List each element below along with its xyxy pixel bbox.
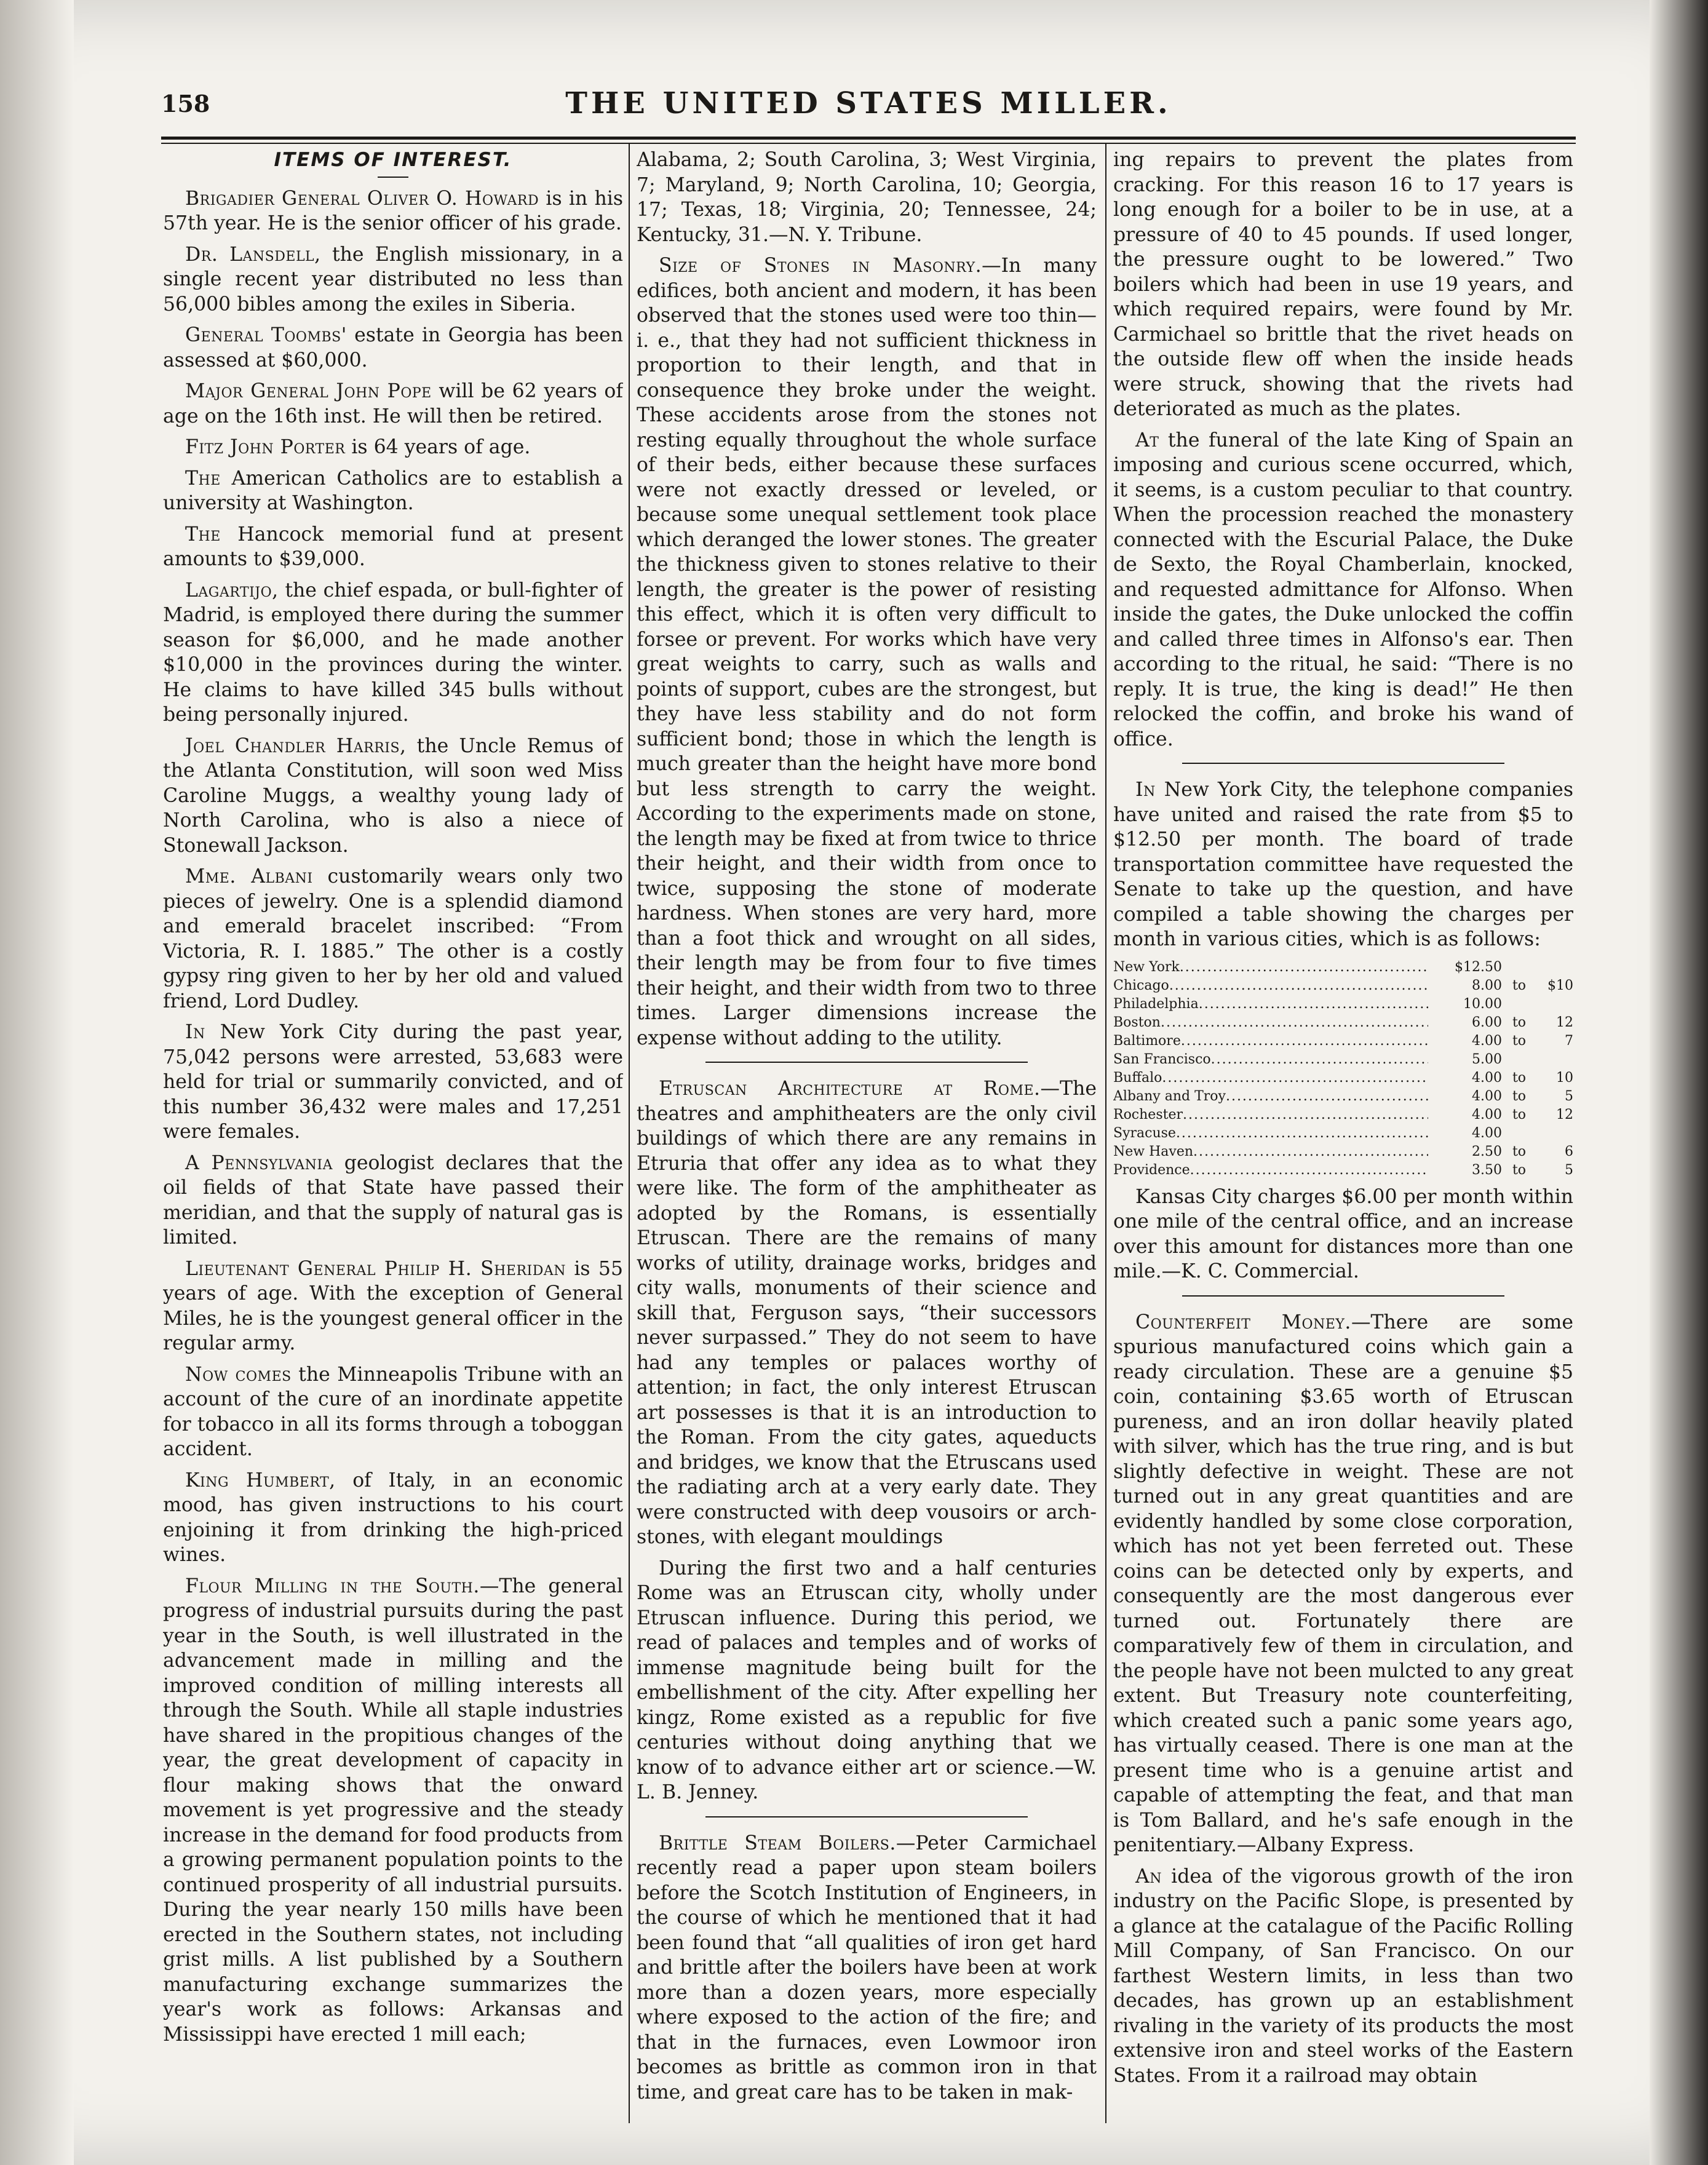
item-text: Hancock memorial fund at present amounts to $39,000. bbox=[163, 523, 623, 570]
item-lead: Mme. Albani bbox=[185, 865, 313, 888]
news-item bbox=[163, 1151, 623, 1250]
item-lead: General Toombs' bbox=[185, 324, 347, 346]
table-row bbox=[1113, 1106, 1573, 1124]
rate-low: 3.50 bbox=[1472, 1162, 1502, 1178]
article-flour-milling bbox=[163, 1574, 623, 2048]
item-lead: The bbox=[185, 467, 221, 490]
city-name: Chicago bbox=[1113, 977, 1169, 993]
item-lead: Etruscan Architecture at Rome. bbox=[659, 1078, 1041, 1100]
article-brittle-steam-boilers bbox=[637, 1831, 1097, 2105]
item-lead: Fitz John Porter bbox=[185, 436, 346, 458]
publication-title: THE UNITED STATES MILLER. bbox=[565, 86, 1172, 121]
item-text: the funeral of the late King of Spain an imposing and curious scene occurred, which, it seems, is a custom peculiar to that country. When the procession reached the monastery connected with the Escurial Palace, the Duke de Sexto, the Royal Chamberlain, knocked, and requested admittance for Alfonso. When inside the gates, the Duke unlocked the coffin and called three times in Alfonso's ear. Then according to the ritual, he said: “There is no reply. It is true, the king is dead!” He then relocked the coffin, and broke his wand of office. bbox=[1113, 429, 1573, 750]
city-name: Providence bbox=[1113, 1162, 1190, 1178]
article-pacific-iron bbox=[1113, 1864, 1573, 2089]
rate-to: to bbox=[1512, 1143, 1527, 1159]
item-text: American Catholics are to establish a university at Washington. bbox=[163, 467, 623, 514]
column-divider bbox=[629, 143, 630, 2123]
rate-high: 10 bbox=[1556, 1070, 1573, 1086]
item-lead: Counterfeit Money. bbox=[1135, 1311, 1351, 1333]
item-text: —In many edifices, both ancient and modern, it has been observed that the stones used were too thin—i. e., that they had not sufficient thickness in proportion to their length, and that in consequence they broke under the weight. These accidents arose from the stones not resting equally throughout the whole surface of their beds, either because these surfaces were not exactly dressed or leveled, or because some unequal settlement took place which deranged the lower stones. The greater the thickness given to stones relative to their length, the greater is the power of resisting this effect, which it is often very difficult to forsee or prevent. For works which have very great weights to carry, such as walls and points of support, cubes are the strongest, but they have less stability and do not form sufficient bond; those in which the length is much greater than the height have more bond but less strength to carry the weight. According to the experiments made on stone, the length may be fixed at from twice to thrice their height, and their width from once to twice, supposing the stone of moderate hardness. When stones are very hard, more than a foot thick and wrought on all sides, their length may be from four to five times their height, and their width from two to three times. Larger dimensions increase the expense without adding to the utility. bbox=[637, 255, 1097, 1049]
city-name: Syracuse bbox=[1113, 1125, 1176, 1141]
item-text: Alabama, 2; South Carolina, 3; West Virginia, 7; Maryland, 9; North Carolina, 10; Georgia, 17; Texas, 18; Virginia, 20; Tennessee, 24; Kentucky, 31.—N. Y. Tribune. bbox=[637, 149, 1097, 246]
item-lead: An bbox=[1135, 1865, 1162, 1888]
item-text: the chief espada, or bull-fighter of Madrid, is employed there during the summer season for $6,000, and he made another $10,000 in the provinces during the winter. He claims to have killed 345 bulls without being personally injured. bbox=[163, 579, 623, 726]
city-name: Buffalo bbox=[1113, 1070, 1162, 1086]
item-lead: Lieutenant General Philip H. Sheridan bbox=[185, 1257, 566, 1280]
table-row bbox=[1113, 1069, 1573, 1087]
column-1 bbox=[163, 148, 623, 2125]
leader-dots bbox=[1211, 1051, 1428, 1069]
rate-to: to bbox=[1512, 977, 1527, 993]
table-row bbox=[1113, 1124, 1573, 1143]
news-item bbox=[163, 1468, 623, 1568]
table-row bbox=[1113, 1032, 1573, 1051]
rate-high: 12 bbox=[1556, 1106, 1573, 1122]
table-row bbox=[1113, 1087, 1573, 1106]
rate-low: 8.00 bbox=[1472, 977, 1502, 993]
leader-dots bbox=[1199, 995, 1428, 1014]
item-lead: Now comes bbox=[185, 1363, 292, 1386]
leader-dots bbox=[1193, 1143, 1428, 1161]
page-number: 158 bbox=[161, 90, 210, 117]
item-lead: Major General John Pope bbox=[185, 380, 432, 402]
rate-low: 4.00 bbox=[1472, 1106, 1502, 1122]
item-text: idea of the vigorous growth of the iron industry on the Pacific Slope, is presented by a glance at the catalague of the Pacific Rolling Mill Company, of San Francisco. On our farthest Western limits, in less than two decades, has grown up an establishment rivaling in the variety of its products the most extensive iron and steel works of the Eastern States. From it a railroad may obtain bbox=[1113, 1865, 1573, 2087]
leader-dots bbox=[1226, 1087, 1428, 1106]
news-item bbox=[163, 323, 623, 373]
rate-low: 4.00 bbox=[1472, 1033, 1502, 1049]
rate-to: to bbox=[1512, 1106, 1527, 1122]
item-lead: Brigadier General Oliver O. Howard bbox=[185, 187, 539, 210]
article-separator bbox=[1182, 763, 1504, 764]
rate-low: 5.00 bbox=[1472, 1051, 1502, 1067]
item-lead: The bbox=[185, 523, 221, 546]
rate-to bbox=[1502, 1124, 1536, 1143]
city-name: San Francisco bbox=[1113, 1051, 1211, 1067]
news-item bbox=[163, 522, 623, 572]
rate-to: to bbox=[1512, 1162, 1527, 1178]
rate-high bbox=[1536, 1124, 1573, 1143]
table-row bbox=[1113, 977, 1573, 995]
item-text: ing repairs to prevent the plates from cracking. For this reason 16 to 17 years is long enough for a boiler to be in use, at a pressure of 40 to 45 pounds. If used longer, the pressure ought to be lowered.” Two boilers which had been in use 19 years, and which required repairs, were found by Mr. Carmichael so brittle that the rivet heads on the outside flew off when the inside heads were struck, showing that the rivets had deteriorated as much as the plates. bbox=[1113, 149, 1573, 420]
news-item bbox=[163, 379, 623, 429]
item-text: —The general progress of industrial pursuits during the past year in the South, is well illustrated in the advancement made in milling and the improved condition of milling interests all through the South. While all staple industries have shared in the propitious changes of the year, the great development of capacity in flour making shows that the onward movement is yet progressive and the steady increase in the demand for food products from a growing permanent population points to the continued prosperity of all industrial pursuits. During the year nearly 150 mills have been erected in the Southern states, not including grist mills. A list published by a Southern manufacturing exchange summarizes the year's work as follows: Arkansas and Mississippi have erected 1 mill each; bbox=[163, 1575, 623, 2046]
article-king-of-spain bbox=[1113, 428, 1573, 752]
rate-low: 2.50 bbox=[1472, 1143, 1502, 1159]
city-name: New Haven bbox=[1113, 1143, 1194, 1159]
header-rule-thin bbox=[161, 143, 1576, 144]
item-text: —The theatres and amphitheaters are the only civil buildings of which there are any remains in Etruria that offer any idea as to what they were like. The form of the amphitheater as adopted by the Romans, is essentially Etruscan. There are the remains of many works of utility, drainage works, bridges and city walls, monuments of their science and skill that, Ferguson says, “their successors never surpassed.” They do not seem to have had any temples or palaces worthy of attention; in fact, the only interest Etruscan art possesses is that it is an introduction to the Roman. From the city gates, aqueducts and bridges, we know that the Etruscans used the radiating arch at a very early date. They were constructed with deep vousoirs or arch-stones, with elegant mouldings bbox=[637, 1078, 1097, 1548]
news-item bbox=[163, 734, 623, 859]
leader-dots bbox=[1183, 1106, 1428, 1124]
column-divider bbox=[1105, 143, 1106, 2123]
item-text: New York City during the past year, 75,042 persons were arrested, 53,683 were held for trial or summarily convicted, and of this number 36,432 were males and 17,251 were females. bbox=[163, 1021, 623, 1143]
rate-to bbox=[1502, 1051, 1536, 1069]
article-separator bbox=[705, 1062, 1028, 1063]
rate-high: 6 bbox=[1565, 1143, 1573, 1159]
city-name: Boston bbox=[1113, 1014, 1161, 1030]
city-name: Philadelphia bbox=[1113, 996, 1199, 1012]
rate-to bbox=[1502, 995, 1536, 1014]
item-text: the Minneapolis Tribune with an account of the cure of an inordinate appetite for tobacco in all its forms through a toboggan accident. bbox=[163, 1363, 623, 1460]
rate-low: 4.00 bbox=[1472, 1070, 1502, 1086]
item-text: is 55 years of age. With the exception of General Miles, he is the youngest general officer in the regular army. bbox=[163, 1257, 623, 1354]
rate-low: 4.00 bbox=[1472, 1125, 1502, 1141]
table-row bbox=[1113, 1014, 1573, 1032]
table-row bbox=[1113, 1051, 1573, 1069]
item-text: estate in Georgia has been assessed at $60,000. bbox=[163, 324, 623, 371]
item-text: geologist declares that the oil fields of that State have passed their meridian, and that the supply of natural gas is limited. bbox=[163, 1151, 623, 1249]
leader-dots bbox=[1190, 1161, 1428, 1180]
table-row bbox=[1113, 958, 1573, 977]
news-item bbox=[163, 864, 623, 1014]
rate-high: 5 bbox=[1565, 1162, 1573, 1178]
item-text: is in his 57th year. He is the senior officer of his grade. bbox=[163, 187, 623, 234]
item-text: During the first two and a half centuries Rome was an Etruscan city, wholly under Etruscan influence. During this period, we read of palaces and temples and of works of immense magnitude being built for the embellishment of the city. After expelling her kingz, Rome existed as a republic for five centuries without doing anything that we know of to advance either art or science.—W. L. B. Jenney. bbox=[637, 1557, 1097, 1803]
item-lead: In bbox=[185, 1021, 205, 1043]
article-etruscan-continued bbox=[637, 1556, 1097, 1805]
item-text: of Italy, in an economic mood, has given instructions to his court enjoining it from drinking the high-priced wines. bbox=[163, 1469, 623, 1566]
item-text: Kansas City charges $6.00 per month within one mile of the central office, and an increase over this amount for distances more than one mile.—K. C. Commercial. bbox=[1113, 1185, 1573, 1282]
rate-low: 10.00 bbox=[1463, 996, 1502, 1012]
rate-high bbox=[1536, 958, 1573, 977]
item-text: is 64 years of age. bbox=[345, 436, 531, 458]
rate-to: to bbox=[1512, 1033, 1527, 1049]
city-name: Baltimore bbox=[1113, 1033, 1181, 1049]
item-lead: Joel Chandler Harris, bbox=[185, 734, 407, 757]
column-2 bbox=[637, 148, 1097, 2125]
rate-high: $10 bbox=[1547, 977, 1573, 993]
news-item bbox=[163, 1020, 623, 1145]
table-row bbox=[1113, 995, 1573, 1014]
news-item bbox=[163, 1257, 623, 1356]
news-item bbox=[163, 186, 623, 236]
item-text: —There are some spurious manufactured coins which gain a ready circulation. These are a genuine $5 coin, containing $3.65 worth of Etruscan pureness, and an iron dollar heavily plated with silver, which has the true ring, and is but slightly defective in weight. These are not turned out in any great quantities and are evidently handled by some close corporation, which has not yet been ferreted out. These coins can be detected only by experts, and consequently are the most dangerous ever turned out. Fortunately there are comparatively few of them in circulation, and the people have not been mulcted to any great extent. But Treasury note counterfeiting, which created such a panic some years ago, has virtually ceased. There is one man at the present time who is a genuine artist and capable of attempting the feat, and that man is Tom Ballard, and he's safe enough in the penitentiary.—Albany Express. bbox=[1113, 1311, 1573, 1856]
leader-dots bbox=[1180, 958, 1428, 977]
item-lead: At bbox=[1135, 429, 1159, 451]
leader-dots bbox=[1161, 1014, 1428, 1032]
item-lead: Lagartijo, bbox=[185, 579, 279, 602]
rate-high: 7 bbox=[1565, 1033, 1573, 1049]
rate-to: to bbox=[1512, 1070, 1527, 1086]
article-continuation bbox=[1113, 148, 1573, 422]
table-row bbox=[1113, 1161, 1573, 1180]
leader-dots bbox=[1181, 1032, 1428, 1051]
leader-dots bbox=[1169, 977, 1428, 995]
item-text: the Uncle Remus of the Atlanta Constitution, will soon wed Miss Caroline Muggs, a wealthy young lady of North Carolina, who is also a niece of Stonewall Jackson. bbox=[163, 734, 623, 857]
article-size-of-stones bbox=[637, 253, 1097, 1051]
leader-dots bbox=[1162, 1069, 1428, 1087]
rate-high bbox=[1536, 995, 1573, 1014]
article-etruscan-architecture bbox=[637, 1076, 1097, 1550]
table-row bbox=[1113, 1143, 1573, 1161]
item-text: New York City, the telephone companies have united and raised the rate from $5 to $12.50 per month. The board of trade transportation committee have requested the Senate to take up the question, and have compiled a table showing the charges per month in various cities, which is as follows: bbox=[1113, 779, 1573, 950]
news-item bbox=[163, 1362, 623, 1462]
item-lead: King Humbert, bbox=[185, 1469, 336, 1492]
article-kansas-city bbox=[1113, 1185, 1573, 1284]
item-text: customarily wears only two pieces of jewelry. One is a splendid diamond and emerald bracelet inscribed: “From Victoria, R. I. 1885.” The other is a costly gypsy ring given to her by her old and valued friend, Lord Dudley. bbox=[163, 865, 623, 1012]
item-text: the English missionary, in a single recent year distributed no less than 56,000 bibles among the exiles in Siberia. bbox=[163, 243, 623, 316]
section-title: ITEMS OF INTEREST. bbox=[274, 149, 512, 171]
leader-dots bbox=[1176, 1124, 1428, 1143]
article-separator bbox=[1182, 1295, 1504, 1297]
rate-low: $12.50 bbox=[1455, 959, 1502, 975]
item-lead: Size of Stones in Masonry. bbox=[659, 255, 982, 277]
title-dash bbox=[378, 177, 408, 178]
news-item bbox=[163, 242, 623, 317]
item-lead: A Pennsylvania bbox=[185, 1151, 333, 1174]
rate-to bbox=[1502, 958, 1536, 977]
rate-to: to bbox=[1512, 1088, 1527, 1104]
item-text: will be 62 years of age on the 16th inst. He will then be retired. bbox=[163, 380, 623, 427]
rate-to: to bbox=[1512, 1014, 1527, 1030]
rate-low: 4.00 bbox=[1472, 1088, 1502, 1104]
rate-low: 6.00 bbox=[1472, 1014, 1502, 1030]
article-telephone-rates bbox=[1113, 777, 1573, 952]
article-counterfeit-money bbox=[1113, 1310, 1573, 1858]
rate-high bbox=[1536, 1051, 1573, 1069]
city-name: Rochester bbox=[1113, 1106, 1183, 1122]
rate-high: 12 bbox=[1556, 1014, 1573, 1030]
item-text: —Peter Carmichael recently read a paper upon steam boilers before the Scotch Institution of Engineers, in the course of which he mentioned that it had been found that “all qualities of iron get hard and brittle after the boilers have been at work more than a dozen years, more especially where exposed to the action of the fire; and that in the furnaces, even Lowmoor iron becomes as brittle as common iron in that time, and great care has to be taken in mak- bbox=[637, 1832, 1097, 2103]
article-continuation bbox=[637, 148, 1097, 247]
news-item bbox=[163, 578, 623, 728]
city-name: Albany and Troy bbox=[1113, 1088, 1226, 1104]
city-name: New York bbox=[1113, 959, 1180, 975]
telephone-rate-table bbox=[1113, 958, 1573, 1180]
item-lead: Brittle Steam Boilers. bbox=[659, 1832, 896, 1854]
rate-high: 5 bbox=[1565, 1088, 1573, 1104]
article-separator bbox=[705, 1816, 1028, 1817]
item-lead: Dr. Lansdell, bbox=[185, 243, 321, 266]
news-item bbox=[163, 466, 623, 516]
news-item bbox=[163, 435, 623, 460]
page-header bbox=[161, 86, 1576, 129]
item-lead: In bbox=[1135, 779, 1156, 801]
header-rule bbox=[161, 137, 1576, 140]
column-3 bbox=[1113, 148, 1573, 2125]
item-lead: Flour Milling in the South. bbox=[185, 1575, 480, 1597]
